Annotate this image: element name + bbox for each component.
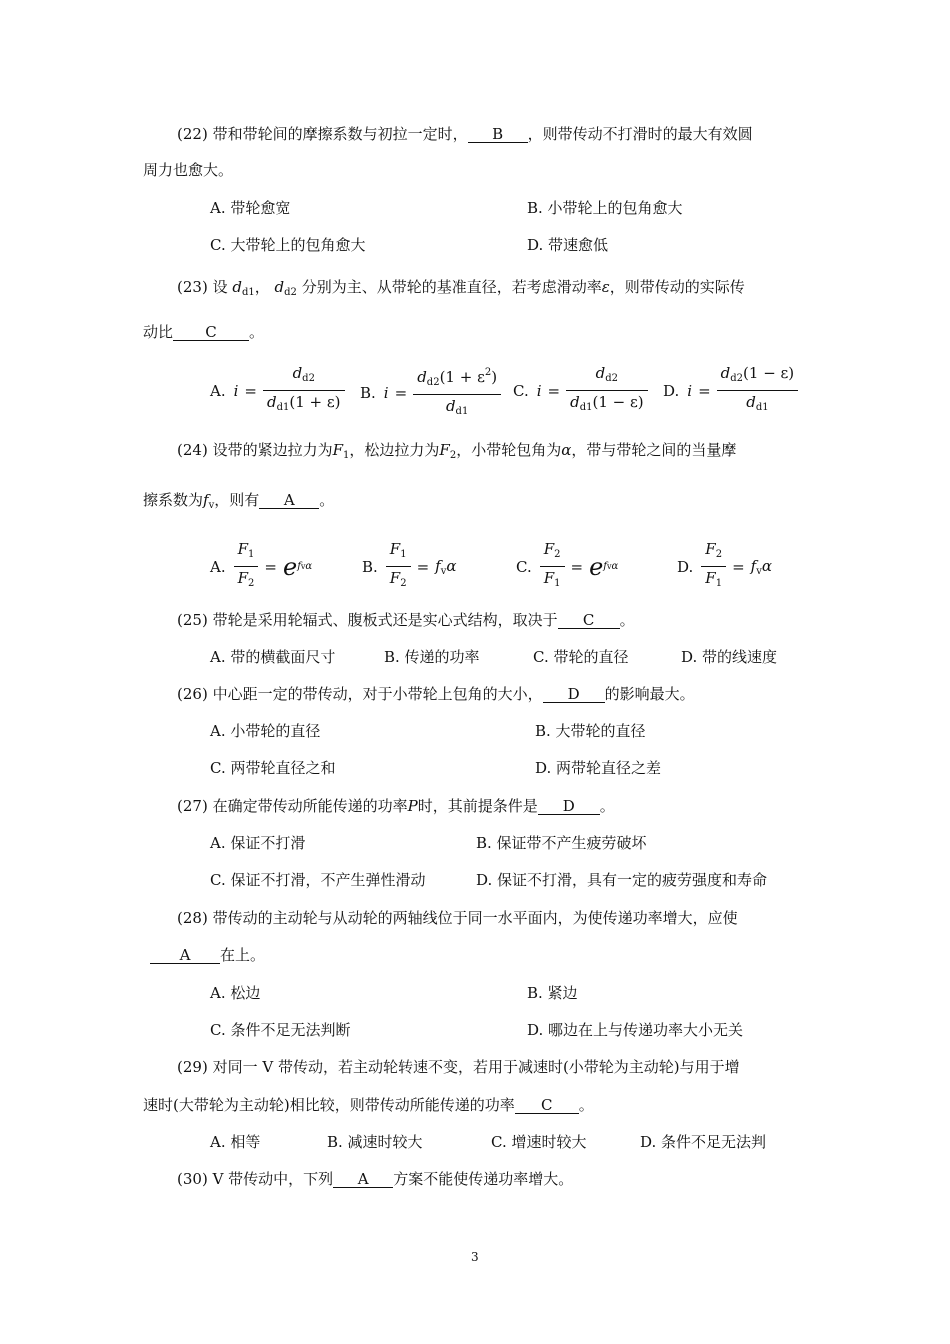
q23-number: (23) — [177, 278, 208, 296]
q22-option-d: D. 带速愈低 — [527, 236, 609, 254]
q26-option-a: A. 小带轮的直径 — [210, 722, 321, 740]
q23-answer-blank: C — [173, 324, 249, 341]
q24-stem-cont: 擦系数为$f_v$，则有 A 。 — [143, 491, 335, 511]
q28-option-b: B. 紧边 — [527, 984, 578, 1002]
q27-answer-blank: D — [538, 798, 600, 815]
q24-option-a: A. $\frac{F_1}{F_2}$ = e fvα — [210, 540, 313, 589]
q26-option-c: C. 两带轮直径之和 — [210, 759, 336, 777]
q22-option-b: B. 小带轮上的包角愈大 — [527, 199, 683, 217]
q28-answer-blank: A — [150, 947, 220, 964]
q22-stem — [177, 124, 753, 144]
q23-stem: (23) 设 $d_{d1}$， $d_{d2}$ 分别为主、从带轮的基准直径，若考虑滑动率ε，则带传动的实际传 — [177, 278, 745, 298]
q23-stem-cont: 动比 C 。 — [143, 323, 265, 341]
q29-option-d: D. 条件不足无法判 — [640, 1133, 767, 1151]
q25-answer-blank: C — [558, 612, 620, 629]
q27-option-c: C. 保证不打滑，不产生弹性滑动 — [210, 871, 426, 889]
q24-option-c: C. $\frac{F_2}{F_1}$ = e fvα — [516, 540, 619, 589]
q24-stem: (24) 设带的紧边拉力为$F_1$，松边拉力为$F_2$，小带轮包角为α，带与带轮之间的当量摩 — [177, 441, 737, 461]
q23-epsilon-symbol: ε — [601, 278, 610, 296]
q25-option-d: D. 带的线速度 — [681, 648, 778, 666]
q23-text-b: 分别为主、从带轮的基准直径，若考虑滑动率 — [301, 278, 602, 296]
q23-option-d: D. i = $\frac{d_{d2}(1 - \varepsilon)}{d_{d1}}$ — [663, 362, 798, 419]
q28-stem-cont: A 在上。 — [150, 945, 265, 965]
q29-option-c: C. 增速时较大 — [491, 1133, 587, 1151]
q23-d1-symbol: $d_{d1}$ — [232, 278, 255, 298]
q22-number: (22) — [177, 125, 208, 143]
q23-option-c: C. i = $\frac{d_{d2}}{d_{d1}(1 - \varepsilon)}$ — [513, 362, 648, 419]
q26-option-b: B. 大带轮的直径 — [535, 722, 646, 740]
q22-option-c: C. 大带轮上的包角愈大 — [210, 236, 366, 254]
q29-answer-blank: C — [515, 1097, 579, 1114]
q29-stem-cont: 速时(大带轮为主动轮)相比较，则带传动所能传递的功率 C 。 — [143, 1096, 594, 1114]
q23-option-a: A. i = $\frac{d_{d2}}{d_{d1}(1 + \varepsilon)}$ — [210, 362, 345, 419]
q22-stem-cont: 周力也愈大。 — [143, 161, 234, 179]
q29-option-a: A. 相等 — [210, 1133, 261, 1151]
q27-option-b: B. 保证带不产生疲劳破坏 — [476, 834, 647, 852]
q25-option-b: B. 传递的功率 — [384, 648, 480, 666]
q22-option-a: A. 带轮愈宽 — [210, 199, 291, 217]
q24-answer-blank: A — [259, 492, 319, 509]
q27-stem: (27) 在确定带传动所能传递的功率P时，其前提条件是 D 。 — [177, 797, 615, 815]
q23-option-b: B. i = $\frac{d_{d2}(1 + \varepsilon^2)}{d_{d1}}$ — [360, 362, 501, 423]
q25-stem: (25) 带轮是采用轮辐式、腹板式还是实心式结构，取决于 C 。 — [177, 611, 635, 629]
page-number: 3 — [471, 1250, 479, 1264]
q30-stem: (30) V 带传动中，下列 A 方案不能使传递功率增大。 — [177, 1170, 574, 1188]
q26-option-d: D. 两带轮直径之差 — [535, 759, 662, 777]
q25-option-a: A. 带的横截面尺寸 — [210, 648, 336, 666]
q26-stem: (26) 中心距一定的带传动，对于小带轮上包角的大小， D 的影响最大。 — [177, 685, 695, 703]
q26-answer-blank: D — [543, 686, 605, 703]
q30-answer-blank: A — [333, 1171, 393, 1188]
q24-option-b: B. $\frac{F_1}{F_2}$ = $f_v\alpha$ — [362, 540, 457, 589]
q28-option-d: D. 哪边在上与传递功率大小无关 — [527, 1021, 744, 1039]
q27-option-a: A. 保证不打滑 — [210, 834, 306, 852]
q22-answer-blank: B — [468, 126, 528, 143]
q22-text-b: ，则带传动不打滑时的最大有效圆 — [527, 125, 753, 143]
q29-stem: (29) 对同一 V 带传动，若主动轮转速不变，若用于减速时(小带轮为主动轮)与用于增 — [177, 1058, 740, 1076]
q23-d2-symbol: $d_{d2}$ — [274, 278, 297, 298]
q25-option-c: C. 带轮的直径 — [533, 648, 629, 666]
q28-option-a: A. 松边 — [210, 984, 261, 1002]
q22-text-a: 带和带轮间的摩擦系数与初拉一定时， — [212, 125, 468, 143]
q23-text-a: 设 — [212, 278, 228, 296]
q23-text-c: ，则带传动的实际传 — [609, 278, 745, 296]
q28-stem: (28) 带传动的主动轮与从动轮的两轴线位于同一水平面内，为使传递功率增大，应使 — [177, 909, 738, 927]
q24-option-d: D. $\frac{F_2}{F_1}$ = $f_v\alpha$ — [677, 540, 772, 589]
q27-option-d: D. 保证不打滑，具有一定的疲劳强度和寿命 — [476, 871, 768, 889]
q28-option-c: C. 条件不足无法判断 — [210, 1021, 351, 1039]
q29-option-b: B. 减速时较大 — [327, 1133, 423, 1151]
